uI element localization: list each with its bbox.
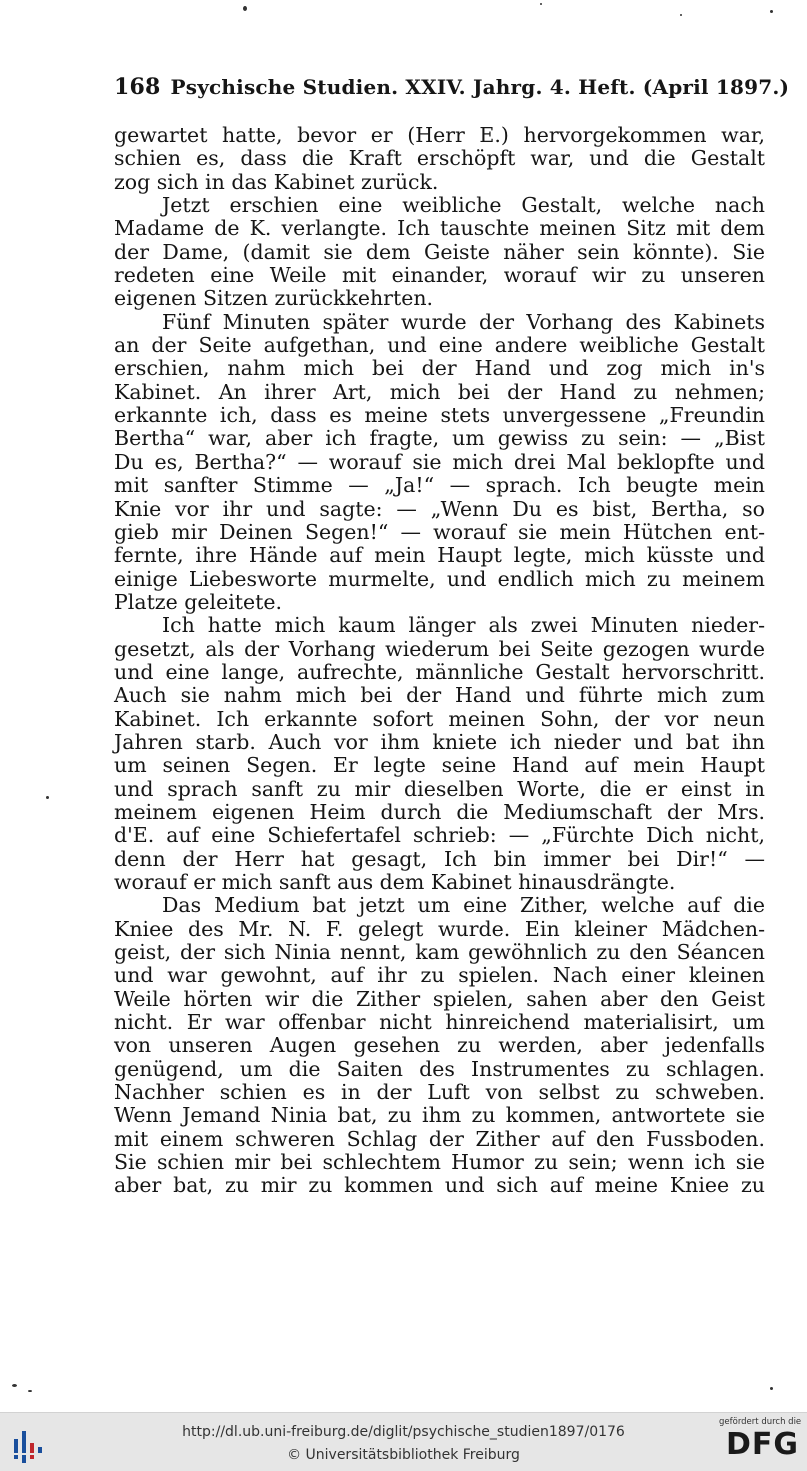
text-line: mit sanfter Stimme — „Ja!“ — sprach. Ich beugte mein [114, 473, 765, 498]
scan-speck [12, 1384, 17, 1387]
source-url-link[interactable]: http://dl.ub.uni-freiburg.de/diglit/psychische_studien1897/0176 [182, 1424, 625, 1440]
footer-bar [0, 1412, 807, 1471]
text-line: Kniee des Mr. N. F. gelegt wurde. Ein kleiner Mädchen- [114, 916, 765, 941]
text-line: Fünf Minuten später wurde der Vorhang des Kabinets [162, 309, 765, 334]
text-line: redeten eine Weile mit einander, worauf wir zu unseren [114, 263, 765, 288]
text-line: aber bat, zu mir zu kommen und sich auf meine Kniee zu [114, 1173, 765, 1198]
text-line: Auch sie nahm mich bei der Hand und führte mich zum [114, 683, 765, 708]
text-line: von unseren Augen gesehen zu werden, aber jedenfalls [114, 1033, 765, 1058]
text-line: Nachher schien es in der Luft von selbst zu schweben. [114, 1080, 765, 1105]
page-number: 168 [114, 74, 161, 100]
text-line: eigenen Sitzen zurückkehrten. [114, 286, 434, 311]
text-line: an der Seite aufgethan, und eine andere weibliche Gestalt [114, 333, 765, 358]
funder-note: gefördert durch die [719, 1417, 802, 1427]
text-line: und war gewohnt, auf ihr zu spielen. Nach einer kleinen [114, 963, 765, 988]
text-line: Weile hörten wir die Zither spielen, sahen aber den Geist [114, 986, 765, 1011]
text-line: d'E. auf eine Schiefertafel schrieb: — „Fürchte Dich nicht, [114, 823, 765, 848]
scan-speck [770, 1387, 773, 1390]
scan-speck [680, 14, 682, 16]
text-line: worauf er mich sanft aus dem Kabinet hinausdrängte. [114, 870, 676, 894]
paragraph [114, 894, 765, 1197]
text-line: erkannte ich, dass es meine stets unvergessene „Freundin [114, 403, 765, 428]
text-line: Bertha“ war, aber ich fragte, um gewiss zu sein: — „Bist [114, 426, 765, 451]
text-line: Jetzt erschien eine weibliche Gestalt, welche nach [162, 193, 765, 218]
text-line: schien es, dass die Kraft erschöpft war, und die Gestalt [114, 146, 765, 171]
text-line: Kabinet. An ihrer Art, mich bei der Hand zu nehmen; [114, 379, 765, 404]
scan-speck [770, 10, 773, 13]
text-line: Platze geleitete. [114, 589, 283, 614]
text-line: gewartet hatte, bevor er (Herr E.) hervorgekommen war, [114, 123, 765, 147]
dfg-logo [719, 1417, 802, 1469]
text-line: Knie vor ihr und sagte: — „Wenn Du es bist, Bertha, so [114, 496, 765, 521]
scan-speck [46, 796, 49, 799]
paragraph [114, 194, 765, 311]
body-text [114, 124, 765, 1198]
text-line: und sprach sanft zu mir dieselben Worte, die er einst in [114, 776, 765, 801]
text-line: fernte, ihre Hände auf mein Haupt legte, mich küsste und [114, 543, 765, 568]
paragraph [114, 311, 765, 614]
text-line: mit einem schweren Schlag der Zither auf den Fussboden. [114, 1126, 765, 1151]
text-line: gieb mir Deinen Segen!“ — worauf sie mein Hütchen ent- [114, 519, 765, 544]
text-line: Du es, Bertha?“ — worauf sie mich drei Mal beklopfte und [114, 449, 765, 474]
scan-speck [28, 1390, 32, 1392]
scan-speck [540, 3, 542, 5]
paragraph [114, 614, 765, 894]
text-line: um seinen Segen. Er legte seine Hand auf mein Haupt [114, 753, 765, 778]
running-header [114, 70, 790, 104]
text-line: zog sich in das Kabinet zurück. [114, 169, 439, 194]
text-line: und eine lange, aufrechte, männliche Gestalt hervorschritt. [114, 659, 765, 684]
text-line: genügend, um die Saiten des Instrumentes zu schlagen. [114, 1056, 765, 1081]
copyright-text: © Universitätsbibliothek Freiburg [287, 1447, 520, 1463]
paragraph [114, 124, 765, 194]
scan-speck [243, 6, 247, 11]
text-line: nicht. Er war offenbar nicht hinreichend materialisirt, um [114, 1010, 765, 1035]
text-line: der Dame, (damit sie dem Geiste näher sein könnte). Sie [114, 239, 765, 264]
text-line: meinem eigenen Heim durch die Mediumschaft der Mrs. [114, 799, 765, 824]
text-line: Jahren starb. Auch vor ihm kniete ich nieder und bat ihn [114, 729, 765, 754]
text-line: einige Liebesworte murmelte, und endlich mich zu meinem [114, 566, 765, 591]
text-line: Madame de K. verlangte. Ich tauschte meinen Sitz mit dem [114, 216, 765, 241]
text-line: Sie schien mir bei schlechtem Humor zu sein; wenn ich sie [114, 1150, 765, 1175]
text-line: Wenn Jemand Ninia bat, zu ihm zu kommen, antwortete sie [114, 1103, 765, 1128]
text-line: geist, der sich Ninia nennt, kam gewöhnlich zu den Séancen [114, 940, 765, 965]
running-title: Psychische Studien. XXIV. Jahrg. 4. Heft. (April 1897.) [170, 75, 790, 99]
text-line: Ich hatte mich kaum länger als zwei Minuten nieder- [162, 613, 765, 638]
text-line: Das Medium bat jetzt um eine Zither, welche auf die [162, 893, 765, 918]
text-line: gesetzt, als der Vorhang wiederum bei Seite gezogen wurde [114, 636, 765, 661]
text-line: Kabinet. Ich erkannte sofort meinen Sohn, der vor neun [114, 706, 765, 731]
dfg-logo-text: DFG [725, 1427, 799, 1462]
text-line: erschien, nahm mich bei der Hand und zog mich in's [114, 356, 765, 381]
text-line: denn der Herr hat gesagt, Ich bin immer bei Dir!“ — [114, 846, 765, 871]
